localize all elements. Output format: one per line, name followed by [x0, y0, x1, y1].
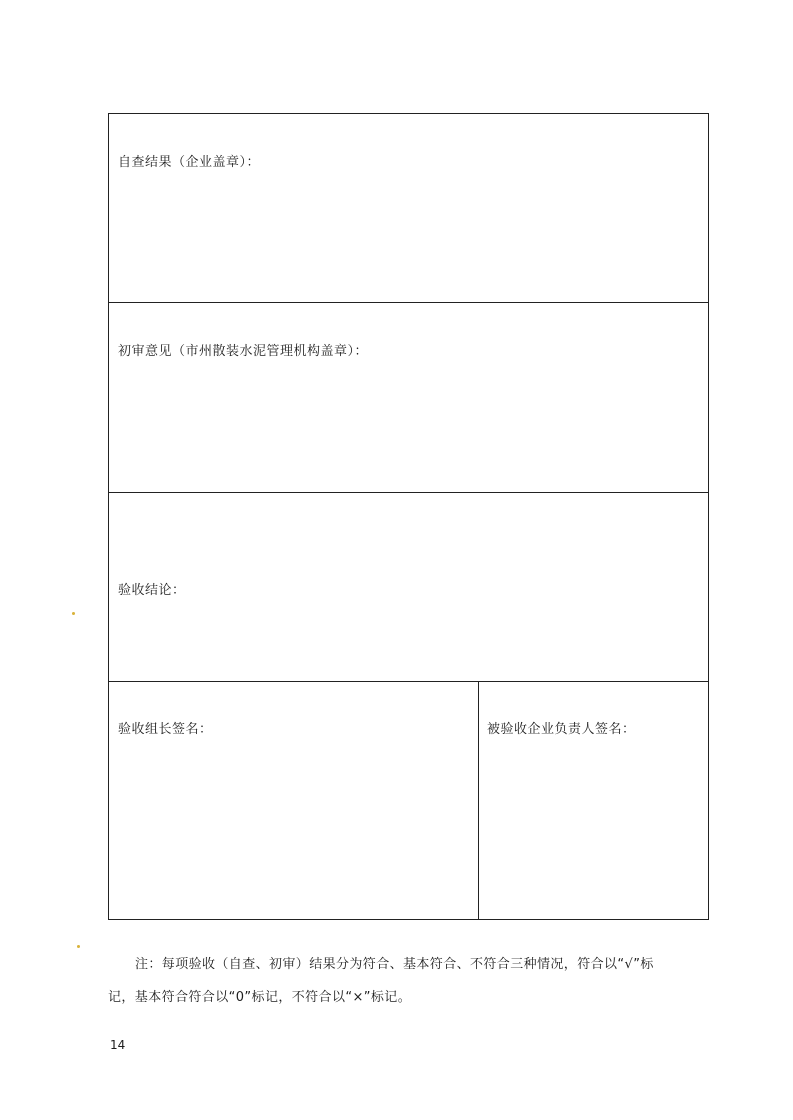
footnote	[108, 950, 712, 1013]
signature-row	[109, 682, 708, 919]
enterprise-head-signature-label: 被验收企业负责人签名：	[487, 722, 636, 737]
footnote-line-1: 注：每项验收（自查、初审）结果分为符合、基本符合、不符合三种情况，符合以“√”标	[135, 957, 654, 972]
preliminary-review-label: 初审意见（市州散装水泥管理机构盖章）：	[118, 344, 369, 359]
preliminary-review-row	[109, 303, 708, 493]
team-leader-signature-label: 验收组长签名：	[118, 722, 213, 737]
self-check-label: 自查结果（企业盖章）：	[118, 155, 261, 170]
acceptance-conclusion-row	[109, 493, 708, 682]
self-check-row	[109, 114, 708, 303]
footnote-line-2: 记，基本符合符合以“0”标记，不符合以“×”标记。	[108, 990, 412, 1005]
enterprise-head-signature-cell	[479, 682, 708, 919]
acceptance-conclusion-label: 验收结论：	[118, 583, 186, 598]
scan-speck	[77, 945, 80, 948]
scan-speck	[72, 612, 75, 615]
page-number: 14	[110, 1038, 126, 1052]
team-leader-signature-cell	[109, 682, 479, 919]
acceptance-form-table	[108, 113, 709, 920]
